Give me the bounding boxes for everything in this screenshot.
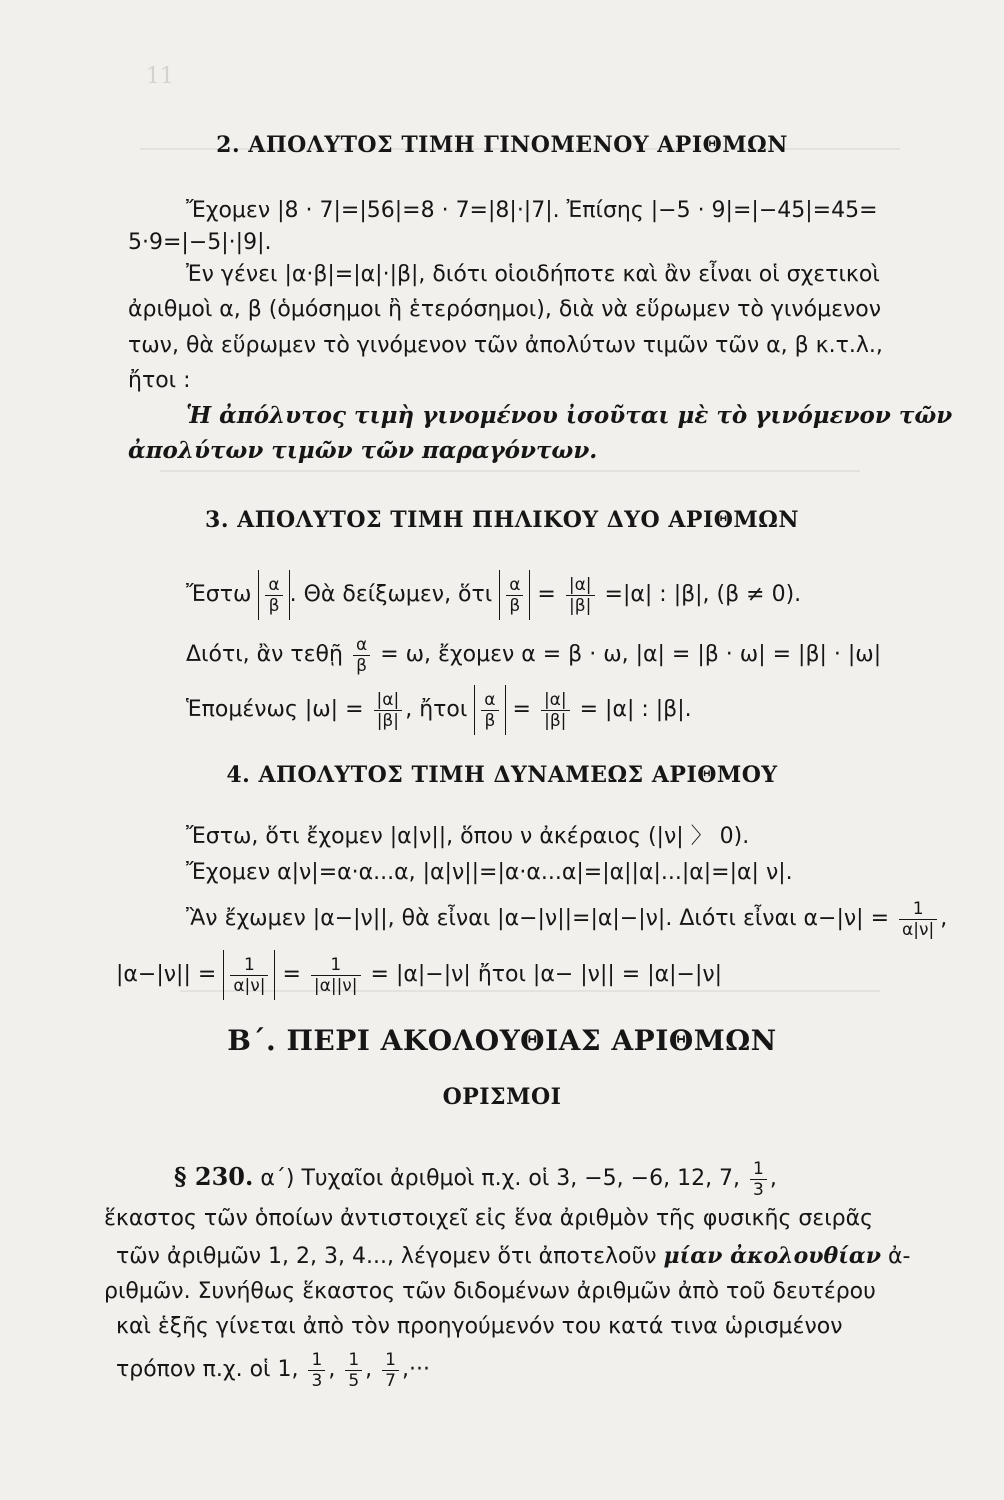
- numerator: |α|: [568, 574, 592, 595]
- partb-line-6: τρόπον π.χ. οἱ 1, $\frac{1}{3}$ , $\frac{1}{5}$ , $\frac{1}{7}$ ,···: [116, 1349, 430, 1391]
- abs-fraction: [223, 950, 275, 1000]
- partb-line-1: § 230. α΄) Τυχαῖοι ἀριθμοὶ π.χ. οἱ 3, −5, −6, 12, 7, $\frac{1}{3}$ ,: [174, 1158, 777, 1200]
- fraction: [311, 955, 361, 996]
- part-b-subtitle: ΟΡΙΣΜΟΙ: [442, 1084, 562, 1110]
- fraction: [230, 955, 268, 996]
- numerator: α: [484, 689, 496, 710]
- numerator: 1: [330, 954, 342, 975]
- sec3-line-2: [186, 630, 881, 680]
- text: Ἑπομένως |ω| =: [186, 697, 364, 722]
- abs-fraction: [474, 685, 505, 735]
- fraction: [750, 1159, 767, 1200]
- sec4-line-2: Ἔχομεν α|ν|=α·α...α, |α|ν||=|α·α...α|=|α||α|...|α|=|α| ν|.: [186, 860, 793, 885]
- numerator: α: [268, 574, 280, 595]
- fraction: [353, 635, 370, 676]
- sec4-line-1: Ἔστω, ὅτι ἔχομεν |α|ν||, ὅπου ν ἀκέραιος (|ν| 〉 0).: [186, 824, 750, 849]
- numerator: 1: [348, 1349, 360, 1370]
- numerator: 1: [311, 1349, 323, 1370]
- text: . Θὰ δείξωμεν, ὅτι: [289, 582, 493, 607]
- sec2-line-3: Ἐν γένει |α·β|=|α|·|β|, διότι οἱοιδήποτε καὶ ἂν εἶναι οἱ σχετικοὶ: [186, 262, 880, 287]
- text: α΄) Τυχαῖοι ἀριθμοὶ π.χ. οἱ 3, −5, −6, 12, 7,: [260, 1166, 741, 1191]
- numerator: 1: [753, 1158, 764, 1179]
- sec2-line-5: των, θὰ εὕρωμεν τὸ γινόμενον τῶν ἀπολύτων τιμῶν τῶν α, β κ.τ.λ.,: [128, 333, 883, 358]
- fraction: [899, 899, 937, 940]
- text: =: [282, 962, 301, 987]
- sec4-line-4: [116, 950, 722, 1000]
- text: Ἔστω: [186, 582, 252, 607]
- fraction: [345, 1350, 362, 1391]
- text: =|α| : |β|, (β ≠ 0).: [604, 582, 802, 607]
- text: = |α|−|ν| ἤτοι |α− |ν|| = |α|−|ν|: [370, 962, 723, 987]
- emphasis: μίαν ἀκολουθίαν: [663, 1243, 882, 1269]
- sec2-line-2: 5·9=|−5|·|9|.: [128, 230, 272, 255]
- text: τρόπον π.χ. οἱ 1,: [116, 1357, 299, 1382]
- section-3-title: 3. ΑΠΟΛΥΤΟΣ ΤΙΜΗ ΠΗΛΙΚΟΥ ΔΥΟ ΑΡΙΘΜΩΝ: [205, 507, 799, 533]
- denominator: 3: [750, 1179, 767, 1200]
- denominator: α|ν|: [899, 919, 937, 940]
- partb-line-3: [116, 1241, 911, 1272]
- numerator: α: [355, 634, 368, 655]
- sec2-line-4: ἀριθμοὶ α, β (ὁμόσημοι ἢ ἑτερόσημοι), διὰ νὰ εὕρωμεν τὸ γινόμενον: [128, 297, 882, 322]
- denominator: 7: [382, 1370, 399, 1391]
- numerator: |α|: [543, 689, 567, 710]
- bleed-through: [160, 470, 860, 472]
- denominator: |α||ν|: [311, 975, 361, 996]
- partb-line-5: καὶ ἑξῆς γίνεται ἀπὸ τὸν προηγούμενόν του κατά τινα ὡρισμένον: [116, 1314, 843, 1339]
- text: = |α| : |β|.: [579, 697, 692, 722]
- numerator: 1: [243, 954, 255, 975]
- section-2-title: 2. ΑΠΟΛΥΤΟΣ ΤΙΜΗ ΓΙΝΟΜΕΝΟΥ ΑΡΙΘΜΩΝ: [216, 132, 788, 158]
- part-b-title: Β΄. ΠΕΡΙ ΑΚΟΛΟΥΘΙΑΣ ΑΡΙΘΜΩΝ: [227, 1024, 777, 1057]
- sec4-line-3: Ἂν ἔχωμεν |α−|ν||, θὰ εἶναι |α−|ν||=|α|−|ν|. Διότι εἶναι α−|ν| = $\frac{1}{\alpha|\nu|}$ ,: [186, 898, 948, 940]
- denominator: β: [265, 595, 282, 616]
- numerator: 1: [912, 898, 924, 919]
- denominator: β: [506, 595, 523, 616]
- denominator: α|ν|: [230, 975, 268, 996]
- abs-fraction: [258, 570, 289, 620]
- sec3-line-3: Ἑπομένως |ω| = $\frac{|\alpha|}{|\beta|}$ , ἤτοι $\frac{\alpha}{\beta}$ = $\frac{|\alpha|}{|\beta|}$ = |α| : |β|.: [186, 685, 692, 735]
- fraction: [374, 690, 403, 731]
- fraction: [506, 575, 523, 616]
- denominator: |β|: [566, 595, 595, 616]
- fraction: [308, 1350, 325, 1391]
- text: ,···: [401, 1357, 430, 1382]
- sec2-rule-1: Ἡ ἀπόλυτος τιμὴ γινομένου ἰσοῦται μὲ τὸ γινόμενον τῶν: [186, 402, 953, 429]
- sec2-line-6: ἤτοι :: [128, 368, 191, 393]
- numerator: α: [509, 574, 521, 595]
- denominator: β: [481, 710, 498, 731]
- sec3-line-1: Ἔστω $\frac{\alpha}{\beta}$ . Θὰ δείξωμεν, ὅτι $\frac{\alpha}{\beta}$ = $\frac{|\alpha|}{|\beta|}$ =|α| : |β|, (β ≠ 0).: [186, 570, 801, 620]
- fraction: [566, 575, 595, 616]
- text: ἀ-: [881, 1244, 911, 1269]
- partb-line-4: ριθμῶν. Συνήθως ἕκαστος τῶν διδομένων ἀριθμῶν ἀπὸ τοῦ δευτέρου: [104, 1279, 876, 1304]
- section-number: § 230.: [174, 1162, 254, 1191]
- text: |α−|ν|| =: [116, 962, 217, 987]
- text: = ω, ἔχομεν α = β · ω, |α| = |β · ω| = |β| · |ω|: [380, 642, 882, 667]
- abs-fraction: [499, 570, 530, 620]
- denominator: |β|: [374, 710, 403, 731]
- text: , ἤτοι: [405, 697, 468, 722]
- fraction: [265, 575, 282, 616]
- section-4-title: 4. ΑΠΟΛΥΤΟΣ ΤΙΜΗ ΔΥΝΑΜΕΩΣ ΑΡΙΘΜΟΥ: [226, 762, 778, 788]
- denominator: |β|: [541, 710, 570, 731]
- partb-line-2: ἕκαστος τῶν ὁποίων ἀντιστοιχεῖ εἰς ἕνα ἀριθμὸν τῆς φυσικῆς σειρᾶς: [104, 1206, 874, 1231]
- fraction: [481, 690, 498, 731]
- fraction: [382, 1350, 399, 1391]
- text: Ἂν ἔχωμεν |α−|ν||, θὰ εἶναι |α−|ν||=|α|−|ν|. Διότι εἶναι α−|ν| =: [186, 906, 890, 931]
- text: Διότι, ἂν τεθῇ: [186, 642, 343, 667]
- page-number: 11: [146, 64, 174, 89]
- denominator: 5: [345, 1370, 362, 1391]
- sec2-rule-2: ἀπολύτων τιμῶν τῶν παραγόντων.: [128, 437, 598, 464]
- numerator: 1: [385, 1349, 396, 1370]
- numerator: |α|: [376, 689, 400, 710]
- denominator: 3: [308, 1370, 325, 1391]
- denominator: β: [353, 655, 370, 676]
- sec2-line-1: Ἔχομεν |8 · 7|=|56|=8 · 7=|8|·|7|. Ἐπίσης |−5 · 9|=|−45|=45=: [186, 198, 878, 223]
- fraction: [541, 690, 570, 731]
- text: τῶν ἀριθμῶν 1, 2, 3, 4..., λέγομεν ὅτι ἀποτελοῦν: [116, 1244, 664, 1269]
